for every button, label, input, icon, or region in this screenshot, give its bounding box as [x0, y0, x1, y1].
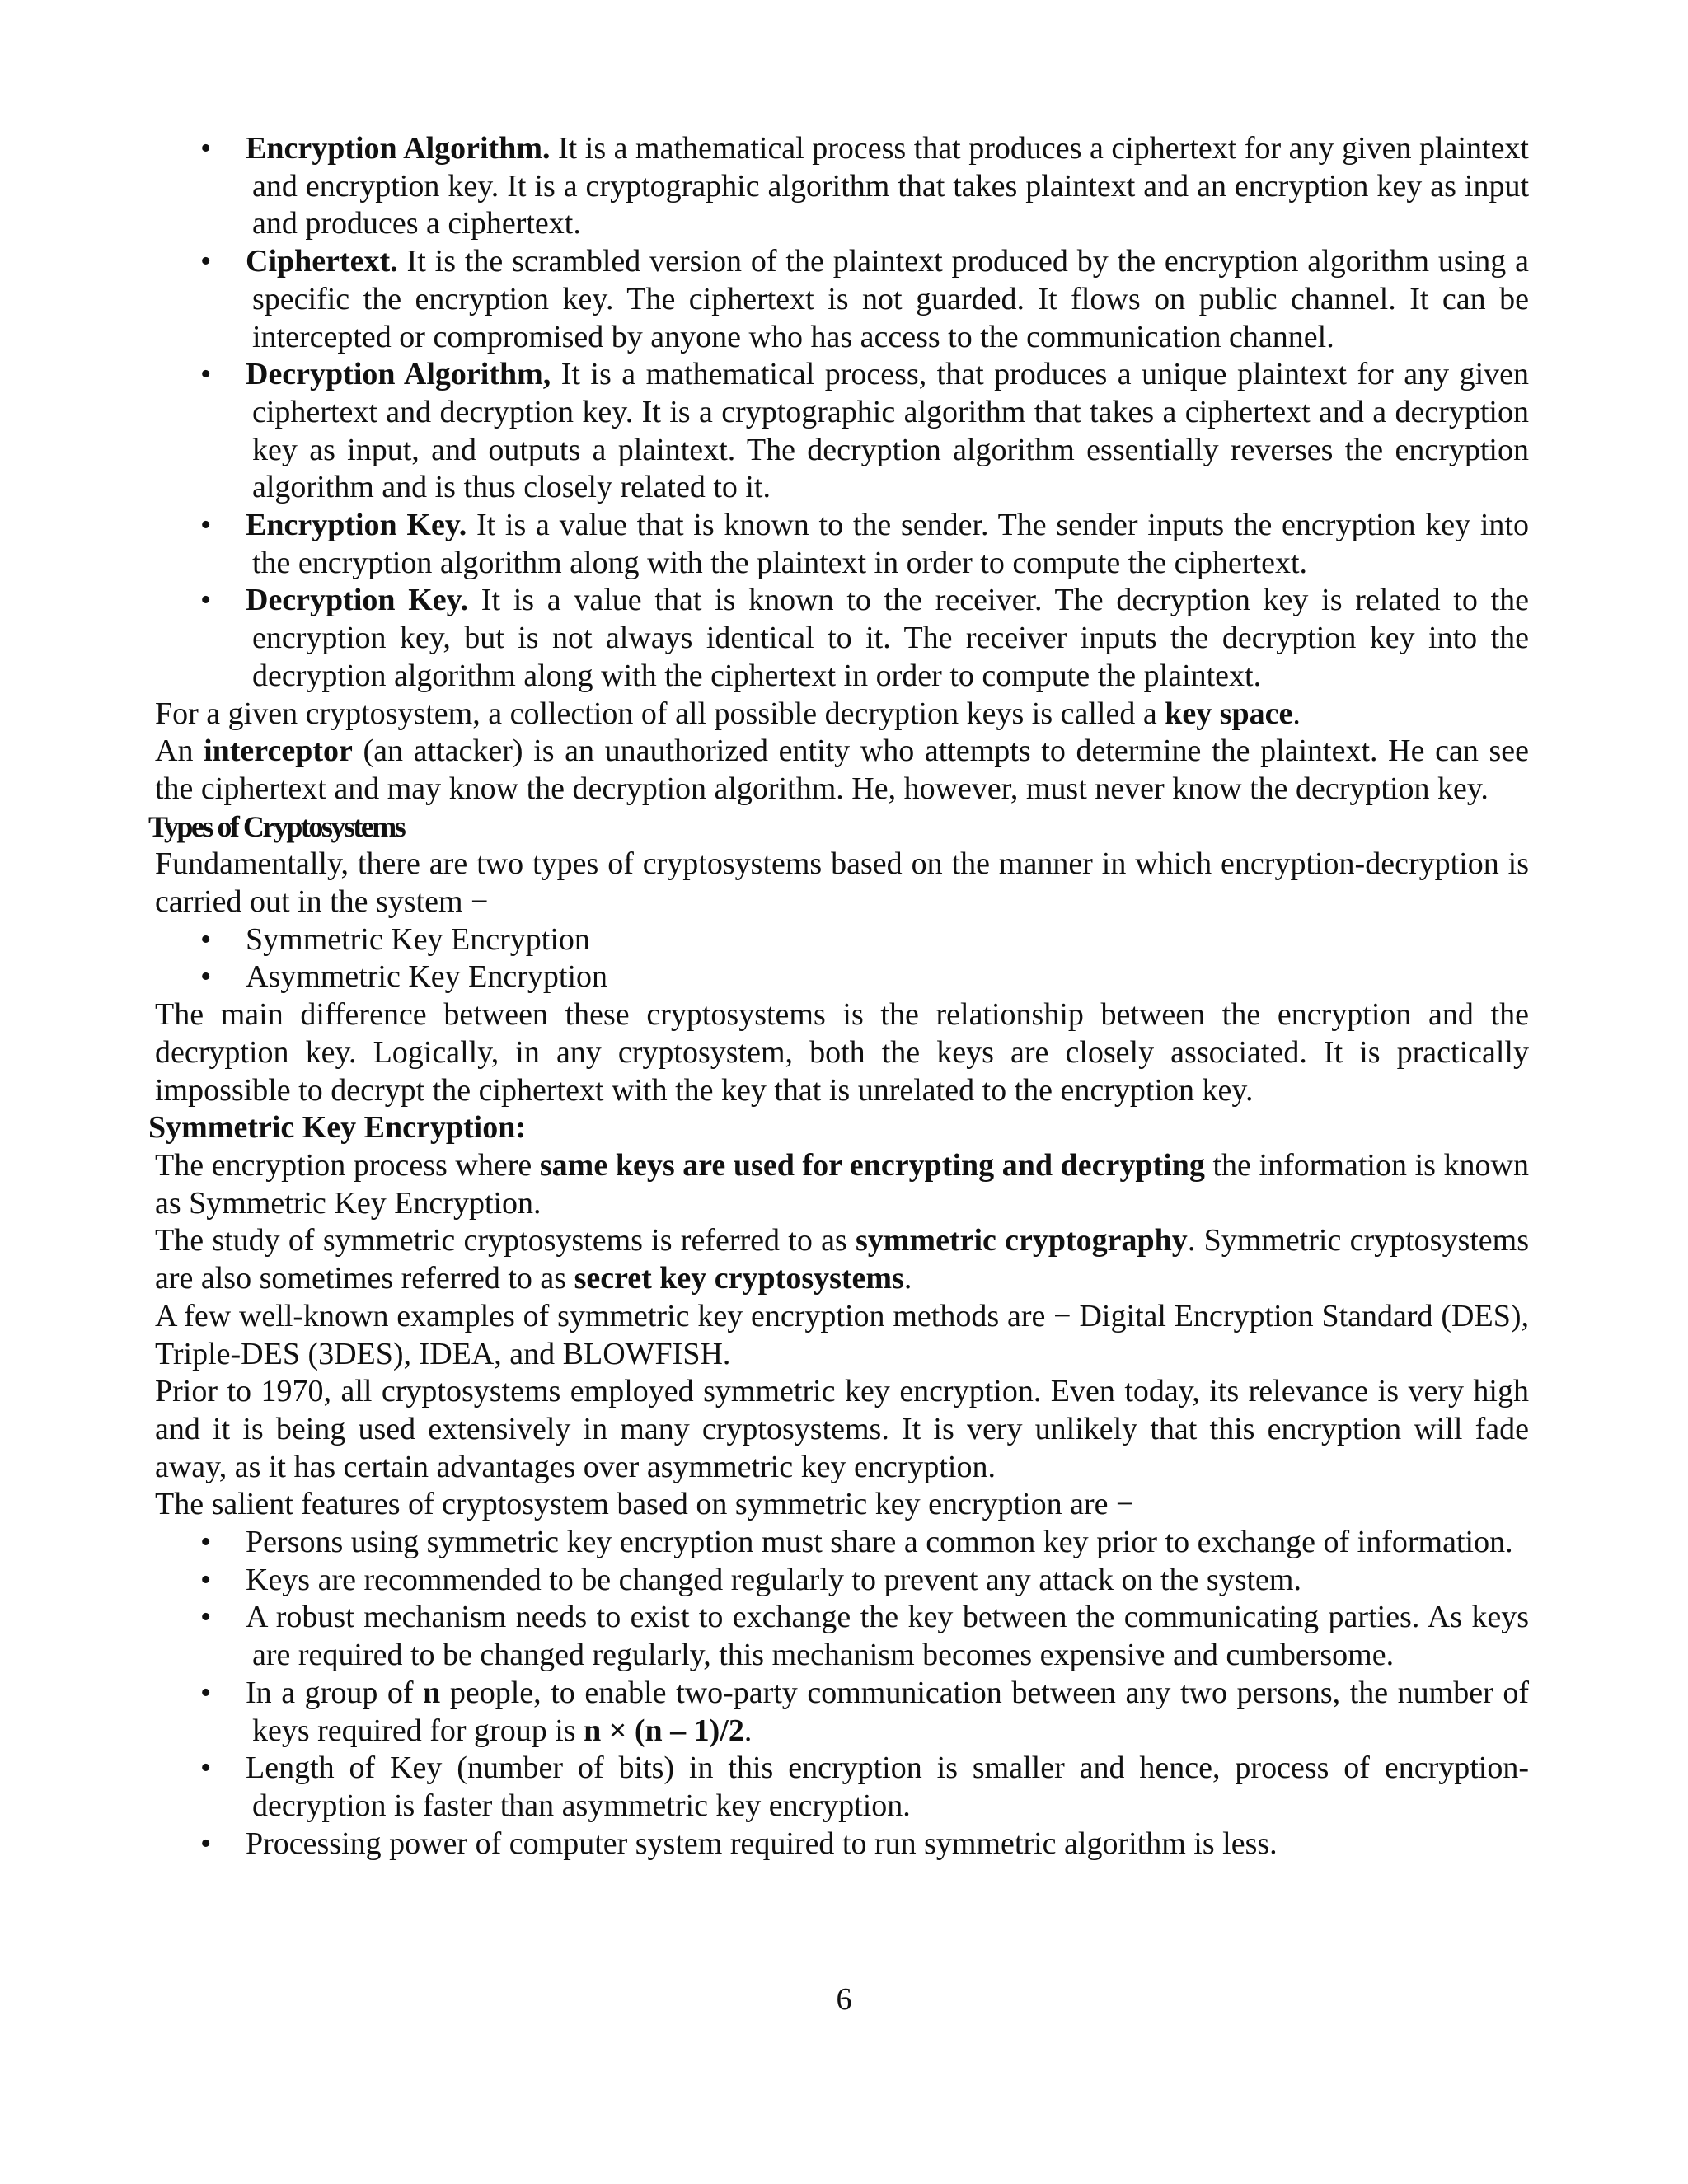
- list-item: • Keys are recommended to be changed regularly to prevent any attack on the system.: [155, 1562, 1529, 1600]
- term: Decryption Key.: [246, 583, 469, 618]
- types-intro-paragraph: Fundamentally, there are two types of cryptosystems based on the manner in which encryption-decryption is carried out in the system −: [155, 846, 1529, 920]
- examples-paragraph: A few well-known examples of symmetric key encryption methods are − Digital Encryption Standard (DES), Triple-DES (3DES), IDEA, and BLOWFISH.: [155, 1298, 1529, 1371]
- list-item: [155, 507, 1529, 582]
- types-list: [155, 921, 1529, 996]
- term: Encryption Key.: [246, 508, 467, 543]
- term: Decryption Algorithm,: [246, 357, 551, 392]
- bullet-icon: •: [200, 1562, 212, 1597]
- list-item: • Symmetric Key Encryption: [155, 921, 1529, 959]
- list-item: [155, 582, 1529, 695]
- bullet-icon: •: [200, 508, 212, 543]
- bullet-icon: •: [200, 1600, 212, 1635]
- list-item: • In a group of n people, to enable two-party communication between any two persons, the number of keys required for group is n × (n – 1)/2.: [200, 1675, 1529, 1748]
- list-item: • Processing power of computer system required to run symmetric algorithm is less.: [155, 1825, 1529, 1863]
- list-item: [155, 356, 1529, 507]
- definition-text: It is a mathematical process that produces a ciphertext for any given plaintext and encryption key. It is a cryptographic algorithm that takes plaintext and an encryption key as input and produces a ciphertext.: [252, 131, 1529, 241]
- bullet-icon: •: [200, 244, 212, 279]
- bullet-icon: •: [200, 131, 212, 166]
- bullet-icon: •: [200, 1675, 212, 1710]
- term: Ciphertext.: [246, 244, 398, 279]
- symmetric-definition-paragraph: The encryption process where same keys are used for encrypting and decrypting the information is known as Symmetric Key Encryption.: [155, 1147, 1530, 1221]
- list-item: • Length of Key (number of bits) in this encryption is smaller and hence, process of encryption-decryption is faster than asymmetric key encryption.: [200, 1750, 1529, 1823]
- bullet-icon: •: [200, 1525, 212, 1560]
- definition-list: [155, 130, 1529, 696]
- bullet-icon: •: [200, 583, 212, 618]
- bullet-icon: •: [200, 1750, 212, 1786]
- history-paragraph: Prior to 1970, all cryptosystems employed symmetric key encryption. Even today, its relevance is very high and it is being used extensively in many cryptosystems. It is very unlikely that this encryption will fade away, as it has certain advantages over asymmetric key encryption.: [155, 1374, 1529, 1484]
- bullet-icon: •: [200, 921, 212, 957]
- list-item: [155, 243, 1529, 356]
- bullet-icon: •: [200, 959, 212, 995]
- symmetric-study-paragraph: The study of symmetric cryptosystems is referred to as symmetric cryptography. Symmetric cryptosystems are also sometimes referred to as secret key cryptosystems.: [155, 1223, 1529, 1296]
- features-intro-paragraph: The salient features of cryptosystem based on symmetric key encryption are −: [155, 1487, 1134, 1522]
- list-item: [155, 130, 1529, 243]
- definition-text: It is the scrambled version of the plaintext produced by the encryption algorithm using a specific the encryption key. The ciphertext is not guarded. It flows on public channel. It can be intercepted or compromised by anyone who has access to the communication channel.: [252, 244, 1529, 354]
- bullet-icon: •: [200, 357, 212, 392]
- interceptor-paragraph: An interceptor (an attacker) is an unauthorized entity who attempts to determine the plaintext. He can see the ciphertext and may know the decryption algorithm. He, however, must never know the decryption key.: [155, 733, 1529, 806]
- list-item: • A robust mechanism needs to exist to exchange the key between the communicating parties. As keys are required to be changed regularly, this mechanism becomes expensive and cumbersome.: [200, 1600, 1529, 1673]
- main-difference-paragraph: The main difference between these cryptosystems is the relationship between the encryption and the decryption key. Logically, in any cryptosystem, both the keys are closely associated. It is practically impossible to decrypt the ciphertext with the key that is unrelated to the encryption key.: [155, 997, 1529, 1108]
- definition-text: It is a value that is known to the sender. The sender inputs the encryption key into the encryption algorithm along with the plaintext in order to compute the ciphertext.: [252, 508, 1529, 580]
- features-list: [155, 1524, 1529, 1863]
- page-number: 6: [836, 1982, 852, 2017]
- key-space-paragraph: For a given cryptosystem, a collection of all possible decryption keys is called a key space.: [155, 696, 1301, 731]
- bullet-icon: •: [200, 1825, 212, 1861]
- list-item: • Persons using symmetric key encryption must share a common key prior to exchange of information.: [155, 1524, 1529, 1562]
- definition-text: It is a value that is known to the receiver. The decryption key is related to the encryption key, but is not always identical to it. The receiver inputs the decryption key into the decryption algorithm along with the ciphertext in order to compute the plaintext.: [252, 583, 1529, 693]
- types-heading: Types of Cryptosystems: [148, 809, 405, 843]
- definition-text: It is a mathematical process, that produces a unique plaintext for any given ciphertext and decryption key. It is a cryptographic algorithm that takes a ciphertext and a decryption key as input, and outputs a plaintext. The decryption algorithm essentially reverses the encryption algorithm and is thus closely related to it.: [252, 357, 1529, 505]
- symmetric-heading: Symmetric Key Encryption:: [148, 1110, 527, 1146]
- term: Encryption Algorithm.: [246, 131, 551, 166]
- list-item: • Asymmetric Key Encryption: [155, 958, 1529, 996]
